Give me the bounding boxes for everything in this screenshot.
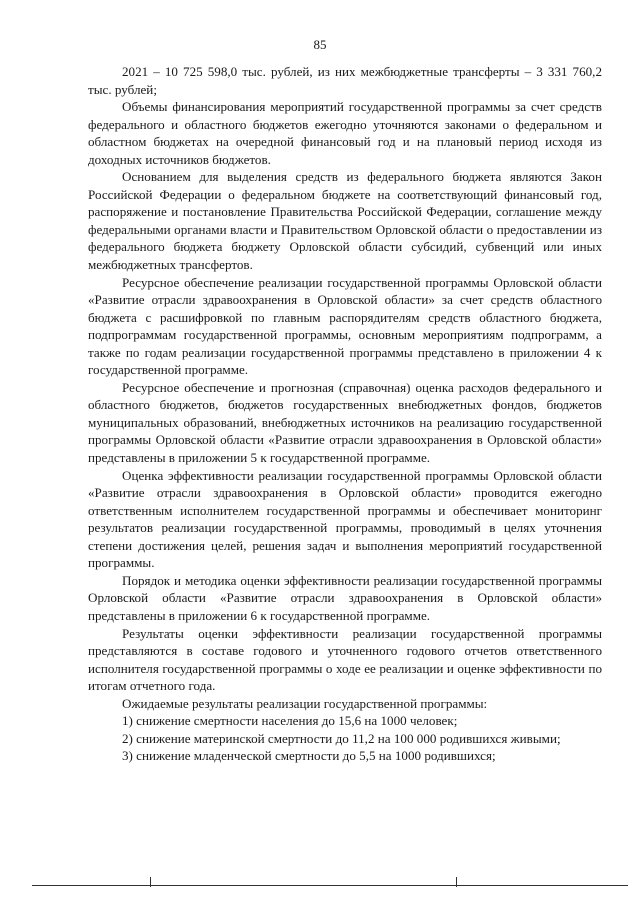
footer-tick-right [456, 877, 457, 887]
paragraph-expected-results-heading: Ожидаемые результаты реализации государственной программы: [122, 695, 488, 711]
paragraph-assessment-method: Порядок и методика оценки эффективности реализации государственной программы Орловской области «Развитие отрасли здравоохранения в Орловской области» представлены в приложении 6 к государственной программе. [88, 572, 602, 623]
footer-rule [32, 885, 628, 886]
paragraph-resource-forecast: Ресурсное обеспечение и прогнозная (справочная) оценка расходов федерального и областного бюджетов, бюджетов государственных внебюджетных фондов, бюджетов муниципальных образований, внебюджетных источников на реализацию государственной программы Орловской области «Развитие отрасли здравоохранения в Орловской области» представлены в приложении 5 к государственной программе. [88, 379, 602, 466]
list-item-result-2: 2) снижение материнской смертности до 11,2 на 100 000 родившихся живыми; [122, 730, 561, 746]
list-item-result-3: 3) снижение младенческой смертности до 5,5 на 1000 родившихся; [122, 748, 496, 764]
paragraph-resource-regional: Ресурсное обеспечение реализации государственной программы Орловской области «Развитие отрасли здравоохранения в Орловской области» за счет средств областного бюджета с расшифровкой по главным распорядителям средств областного бюджета, подпрограммам государственной программы, основным мероприятиям подпрограмм, а также по годам реализации государственной программы представлено в приложении 4 к государственной программе. [88, 274, 602, 378]
paragraph-assessment-results: Результаты оценки эффективности реализации государственной программы представляются в составе годового и уточненного годового отчетов ответственного исполнителя государственной программы о ходе ее реализации и оценке эффективности по итогам отчетного года. [88, 625, 602, 694]
paragraph-funding-clarification: Объемы финансирования мероприятий государственной программы за счет средств федерального и областного бюджетов ежегодно уточняются законами о федеральном и областном бюджетах на очередной финансовый год и на плановый период исходя из доходных источников бюджетов. [88, 99, 602, 167]
paragraph-funding-2021: 2021 – 10 725 598,0 тыс. рублей, из них межбюджетные трансферты – 3 331 760,2 тыс. рублей; [88, 64, 602, 97]
document-body [88, 63, 602, 765]
list-item-result-1: 1) снижение смертности населения до 15,6 на 1000 человек; [122, 713, 458, 729]
paragraph-efficiency-assessment: Оценка эффективности реализации государственной программы Орловской области «Развитие отрасли здравоохранения в Орловской области» проводится ежегодно ответственным исполнителем государственной программы и обеспечивает мониторинг результатов реализации государственной программы, проводимый в целях уточнения степени достижения целей, решения задач и выполнения мероприятий государственной программы. [88, 467, 602, 571]
footer-tick-left [150, 877, 151, 887]
paragraph-federal-basis: Основанием для выделения средств из федерального бюджета являются Закон Российской Федерации о федеральном бюджете на соответствующий финансовый год, распоряжение и постановление Правительства Российской Федерации, соглашение между федеральными органами власти и Правительством Орловской области о предоставлении из федерального бюджета бюджету Орловской области субсидий, субвенций или иных межбюджетных трансфертов. [88, 169, 602, 273]
page-number: 85 [313, 37, 327, 52]
